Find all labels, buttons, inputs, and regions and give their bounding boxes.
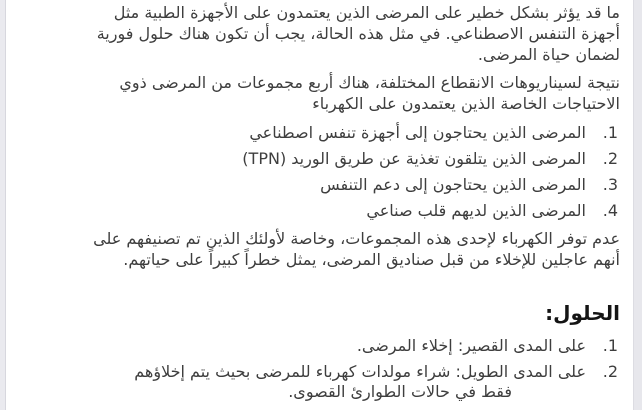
paragraph-evacuation-risk: عدم توفر الكهرباء لإحدى هذه المجموعات، وخاصة لأولئك الذين تم تصنيفهم على أنهم عاجلين للإخلاء من قبل صناديق المرضى، يمثل خطراً كبيراً على حياتهم. [93, 229, 620, 269]
solution-item-long-term-text: على المدى الطويل: شراء مولدات كهرباء للمرضى بحيث يتم إخلاؤهم [134, 362, 586, 381]
patient-group-item-2: المرضى الذين يتلقون تغذية عن طريق الوريد (TPN) [242, 149, 586, 168]
paragraph-outage-groups: نتيجة لسيناريوهات الانقطاع المختلفة، هناك أربع مجموعات من المرضى ذوي الاحتياجات الخاصة الذين يعتمدون على الكهرباء [119, 73, 620, 113]
patient-groups-list [72, 122, 620, 221]
solution-item-short-term-text: على المدى القصير: إخلاء المرضى. [356, 336, 586, 355]
patient-group-item-1: المرضى الذين يحتاجون إلى أجهزة تنفس اصطناعي [249, 123, 586, 142]
solution-item-long-term-text-continued: فقط في حالات الطوارئ القصوى. [288, 382, 512, 401]
patient-group-item-3: المرضى الذين يحتاجون إلى دعم التنفس [320, 175, 586, 194]
solution-item-long-term [72, 362, 620, 402]
solutions-heading: الحلول: [545, 301, 620, 325]
solutions-list [72, 336, 620, 402]
paragraph-medical-devices: ما قد يؤثر بشكل خطير على المرضى الذين يعتمدون على الأجهزة الطبية مثل أجهزة التنفس الاصطناعي. في مثل هذه الحالة، يجب أن تكون هناك حلول فورية لضمان حياة المرضى. [96, 3, 620, 64]
patient-group-item-4: المرضى الذين لديهم قلب صناعي [366, 201, 586, 220]
solution-item-short-term [72, 336, 620, 356]
